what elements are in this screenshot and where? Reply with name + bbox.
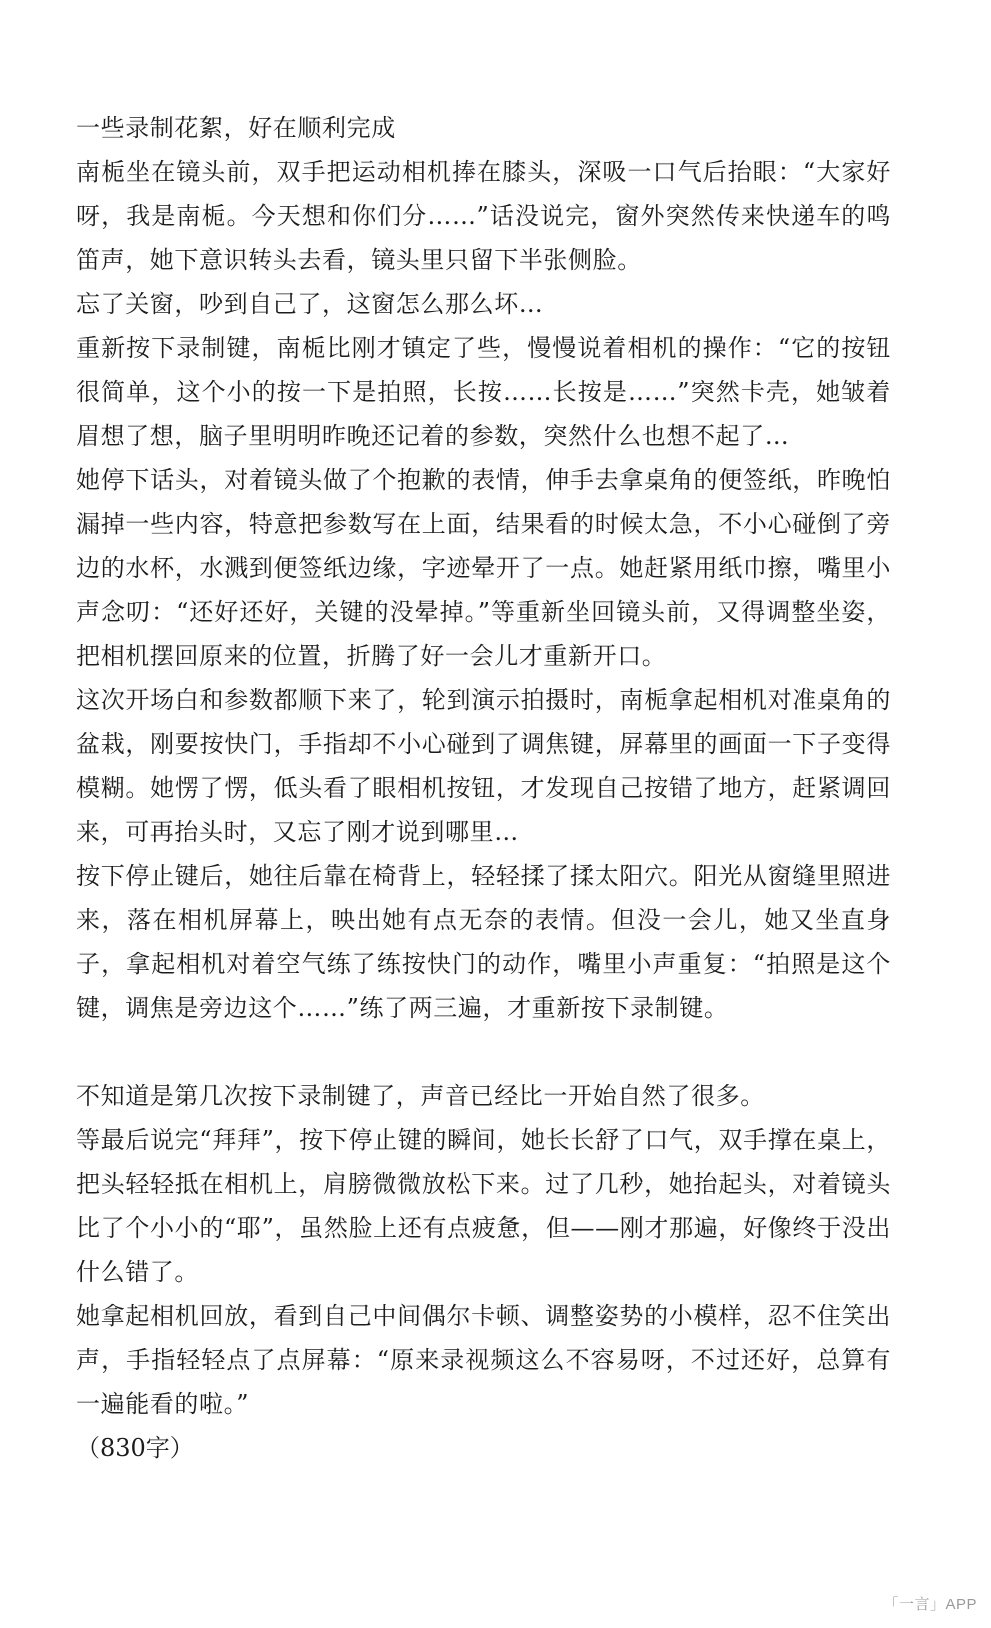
- paragraph-4: 重新按下录制键，南栀比刚才镇定了些，慢慢说着相机的操作：“它的按钮很简单，这个小的按一下是拍照，长按……长按是……”突然卡壳，她皱着眉想了想，脑子里明明昨晚还记着的参数，突然什么也想不起了…: [76, 334, 891, 450]
- paragraph-2: 南栀坐在镜头前，双手把运动相机捧在膝头，深吸一口气后抬眼：“大家好呀，我是南栀。今天想和你们分……”话没说完，窗外突然传来快递车的鸣笛声，她下意识转头去看，镜头里只留下半张侧脸。: [76, 158, 891, 274]
- article-body: [76, 106, 891, 1470]
- paragraph-7: 按下停止键后，她往后靠在椅背上，轻轻揉了揉太阳穴。阳光从窗缝里照进来，落在相机屏幕上，映出她有点无奈的表情。但没一会儿，她又坐直身子，拿起相机对着空气练了练按快门的动作，嘴里小声重复：“拍照是这个键，调焦是旁边这个……”练了两三遍，才重新按下录制键。: [76, 862, 891, 1022]
- paragraph-5: 她停下话头，对着镜头做了个抱歉的表情，伸手去拿桌角的便签纸，昨晚怕漏掉一些内容，特意把参数写在上面，结果看的时候太急，不小心碰倒了旁边的水杯，水溅到便签纸边缘，字迹晕开了一点。她赶紧用纸巾擦，嘴里小声念叨：“还好还好，关键的没晕掉。”等重新坐回镜头前，又得调整坐姿，把相机摆回原来的位置，折腾了好一会儿才重新开口。: [76, 466, 891, 670]
- paragraph-1: 一些录制花絮，好在顺利完成: [76, 114, 396, 142]
- paragraph-6: 这次开场白和参数都顺下来了，轮到演示拍摄时，南栀拿起相机对准桌角的盆栽，刚要按快门，手指却不小心碰到了调焦键，屏幕里的画面一下子变得模糊。她愣了愣，低头看了眼相机按钮，才发现自己按错了地方，赶紧调回来，可再抬头时，又忘了刚才说到哪里…: [76, 686, 891, 846]
- paragraph-10: 她拿起相机回放，看到自己中间偶尔卡顿、调整姿势的小模样，忍不住笑出声，手指轻轻点了点屏幕：“原来录视频这么不容易呀，不过还好，总算有一遍能看的啦。”: [76, 1302, 891, 1418]
- paragraph-8: 不知道是第几次按下录制键了，声音已经比一开始自然了很多。: [76, 1082, 765, 1110]
- paragraph-gap: [76, 1030, 891, 1074]
- paragraph-9: 等最后说完“拜拜”，按下停止键的瞬间，她长长舒了口气，双手撑在桌上，把头轻轻抵在相机上，肩膀微微放松下来。过了几秒，她抬起头，对着镜头比了个小小的“耶”，虽然脸上还有点疲惫，但——刚才那遍，好像终于没出什么错了。: [76, 1126, 891, 1286]
- word-count: （830字）: [76, 1434, 194, 1462]
- paragraph-3: 忘了关窗，吵到自己了，这窗怎么那么坏…: [76, 290, 544, 318]
- app-watermark: 「一言」APP: [883, 1596, 977, 1613]
